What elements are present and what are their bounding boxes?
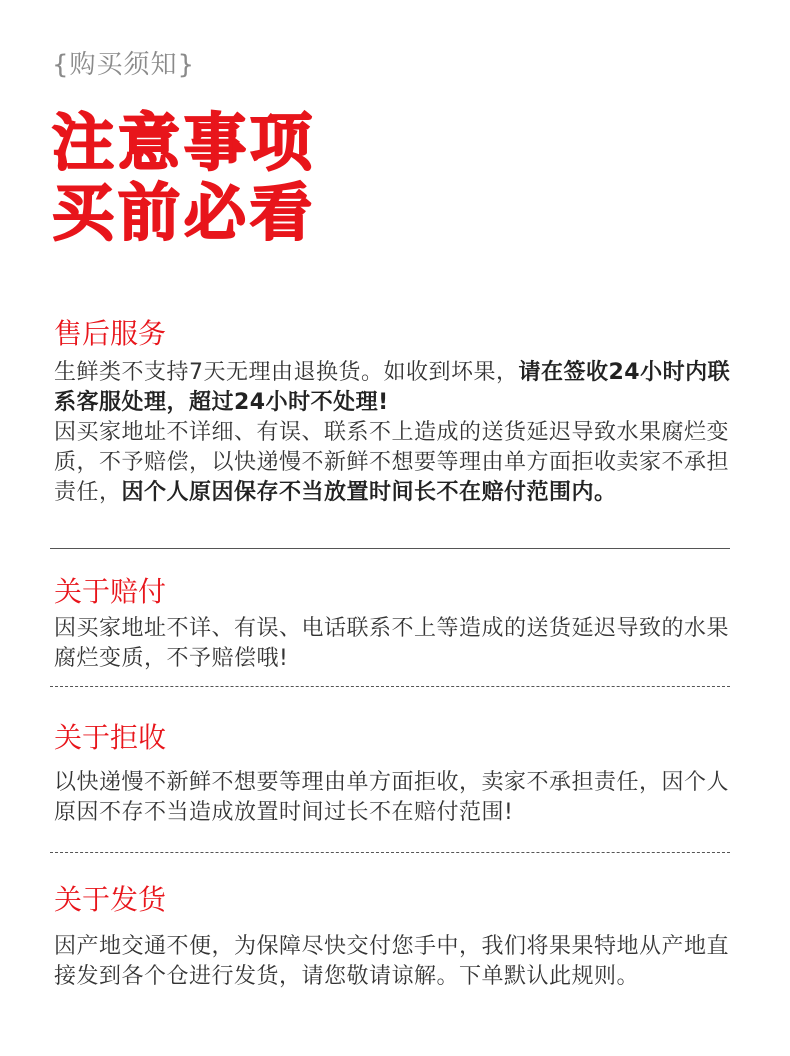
headline — [52, 108, 316, 248]
rejection-text: 以快递慢不新鲜不想要等理由单方面拒收，卖家不承担责任，因个人原因不存不当造成放置时间过长不在赔付范围! — [54, 770, 730, 825]
after-sales-text-2: 因买家地址不详细、有误、联系不上造成的送货延迟导致水果腐烂变质，不予赔偿，以快递慢不新鲜不想要等理由单方面拒收卖家不承担责任， — [54, 420, 730, 505]
after-sales-text-1: 生鲜类不支持7天无理由退换货。如收到坏果， — [54, 360, 519, 385]
after-sales-bold-1: 请在签收24小时内联系客服处理，超过24小时不处理! — [54, 360, 731, 415]
compensation-text: 因买家地址不详、有误、电话联系不上等造成的送货延迟导致的水果腐烂变质，不予赔偿哦! — [54, 616, 730, 671]
compensation-title: 关于赔付 — [54, 575, 167, 608]
divider-solid — [50, 548, 730, 549]
headline-line-2: 买前必看 — [52, 176, 317, 249]
after-sales-bold-2: 因个人原因保存不当放置时间长不在赔付范围内。 — [121, 480, 617, 505]
after-sales-text — [54, 358, 744, 508]
divider-dashed-1 — [50, 686, 730, 687]
divider-dashed-2 — [50, 852, 730, 853]
shipping-title: 关于发货 — [54, 883, 167, 916]
rejection-title: 关于拒收 — [54, 721, 167, 754]
purchase-notice-tag: {购买须知} — [52, 50, 196, 80]
headline-line-1: 注意事项 — [52, 106, 317, 179]
after-sales-title: 售后服务 — [54, 317, 167, 350]
shipping-text: 因产地交通不便，为保障尽快交付您手中，我们将果果特地从产地直接发到各个仓进行发货，请您敬请谅解。下单默认此规则。 — [54, 934, 730, 989]
